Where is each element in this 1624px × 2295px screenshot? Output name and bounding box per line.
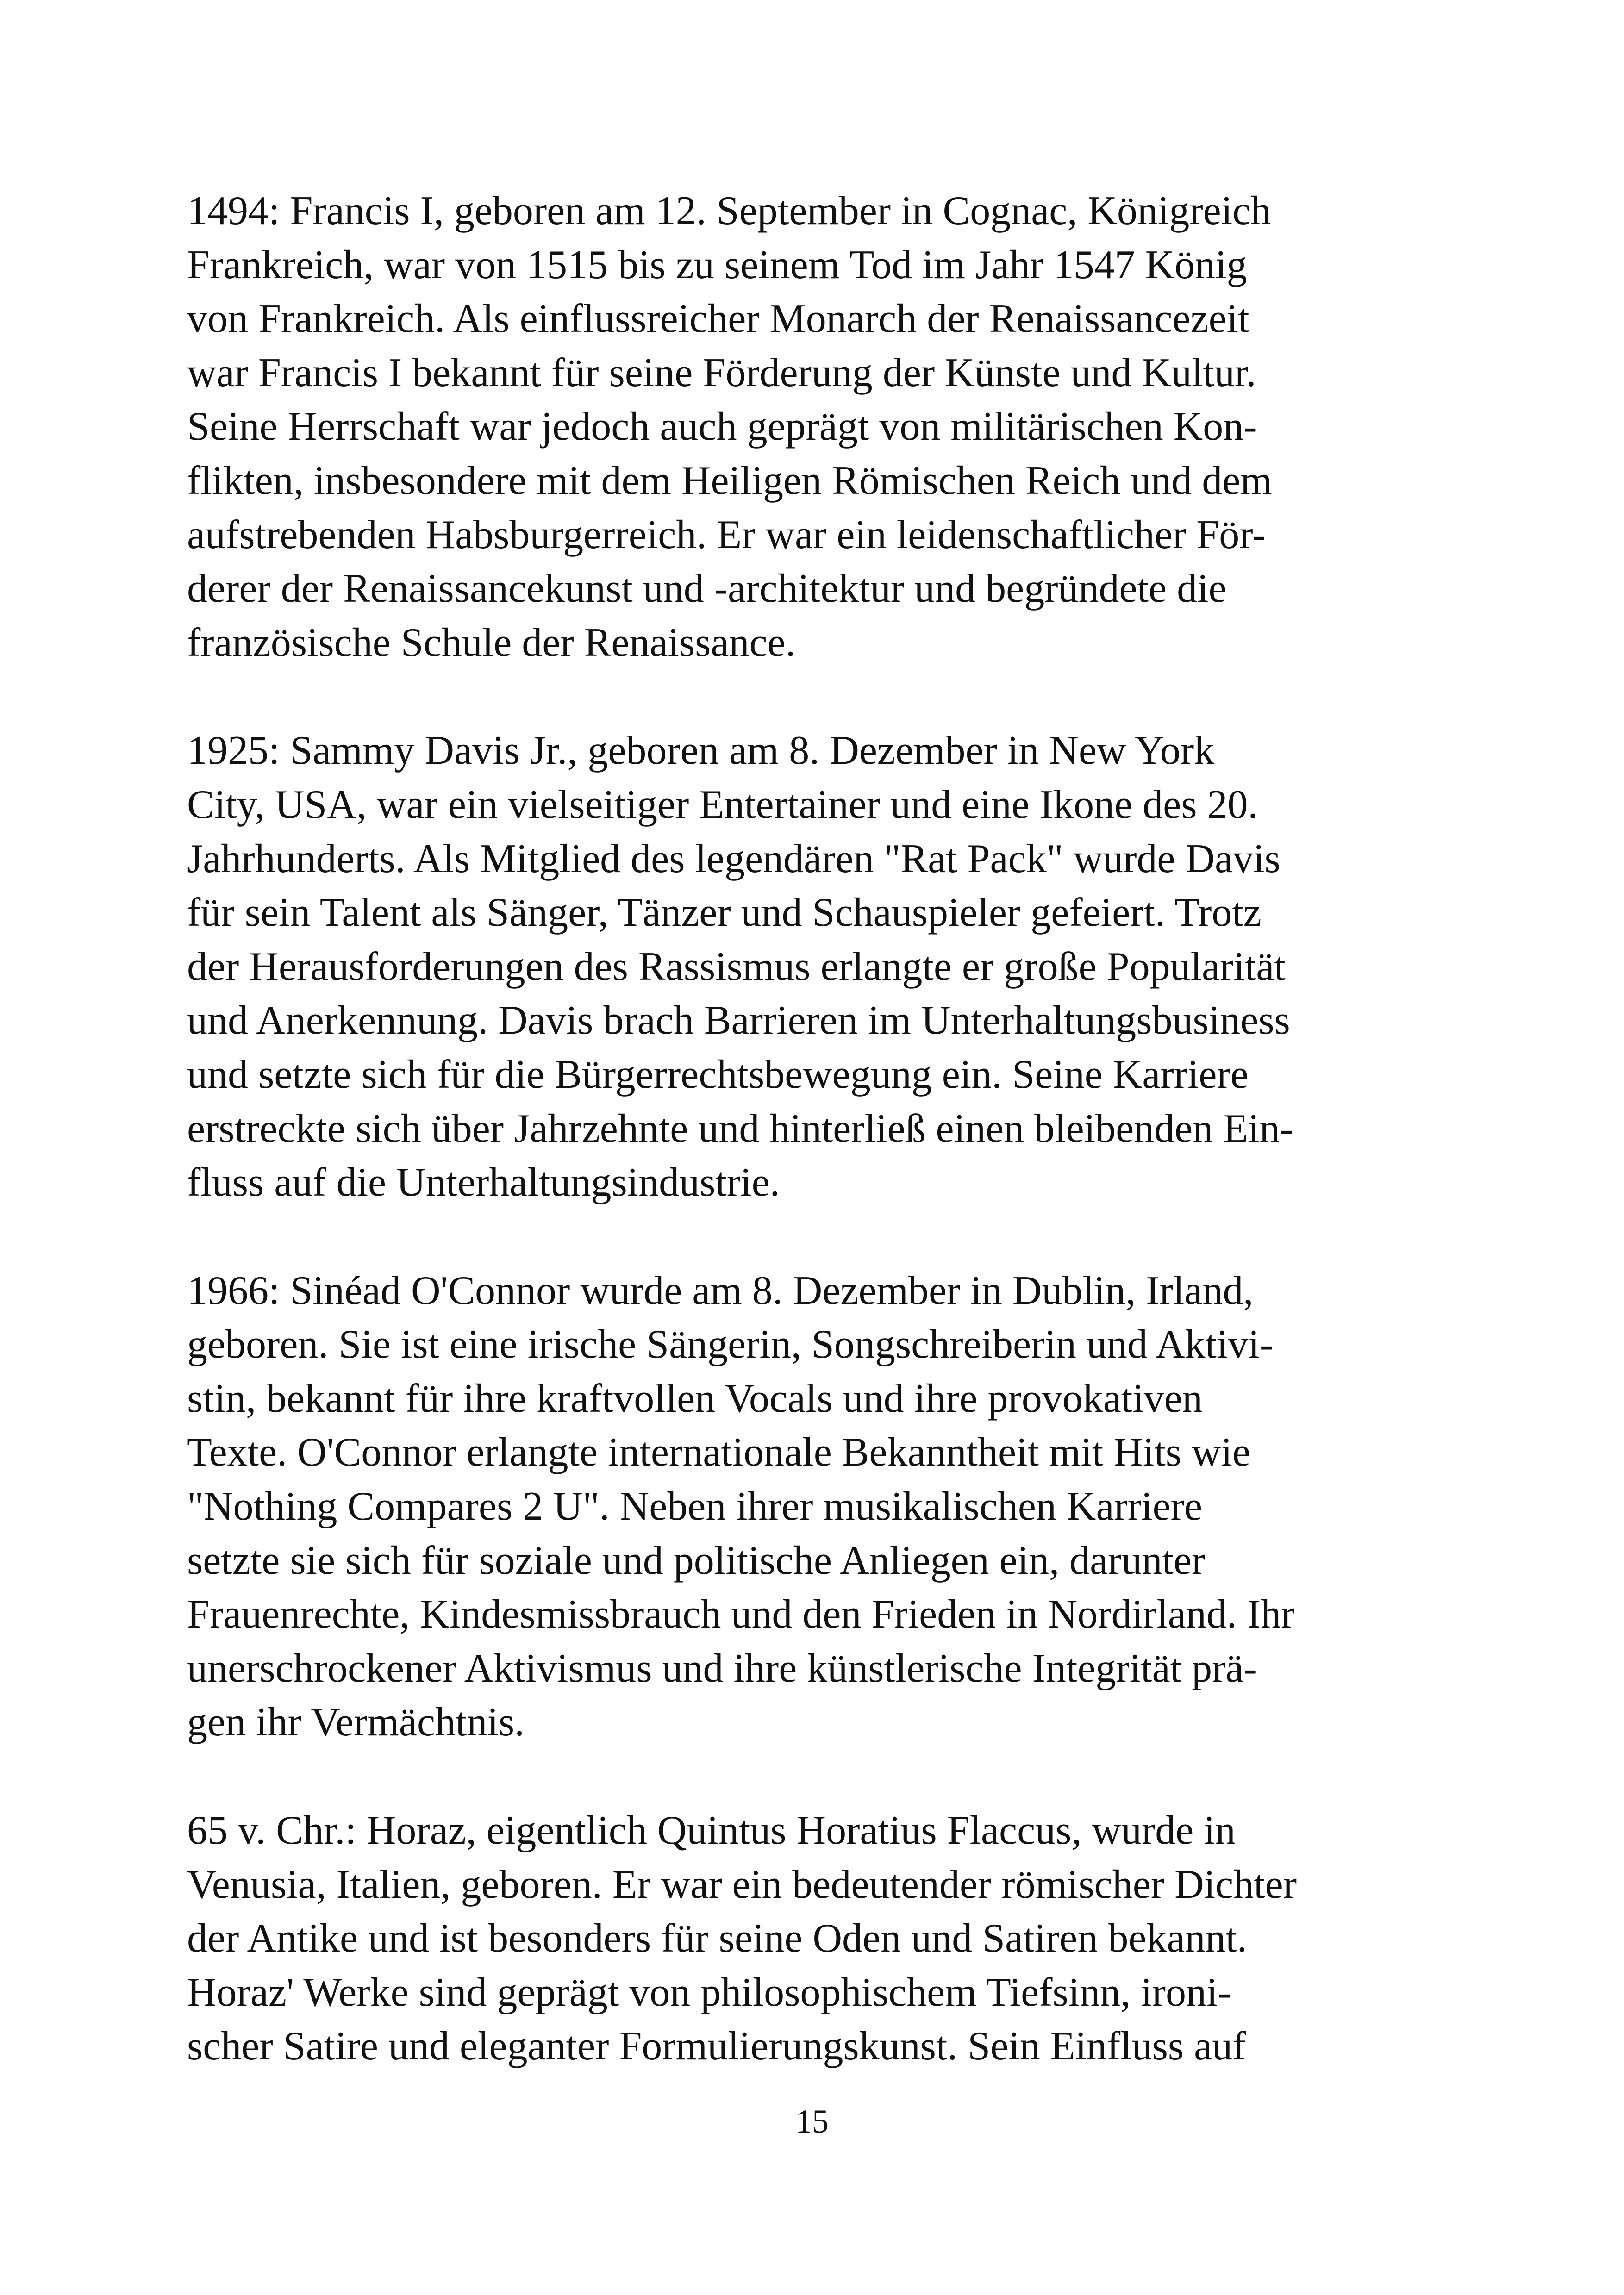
text-line: Horaz' Werke sind geprägt von philosophischem Tiefsinn, ironi- — [187, 1970, 1231, 2015]
text-line: unerschrockener Aktivismus und ihre künstlerische Integrität prä- — [187, 1646, 1257, 1691]
paragraph-sammy-davis-jr — [187, 724, 1437, 1210]
text-line: 1925: Sammy Davis Jr., geboren am 8. Dezember in New York — [187, 728, 1215, 773]
text-line: Jahrhunderts. Als Mitglied des legendären "Rat Pack" wurde Davis — [187, 836, 1280, 881]
paragraph-horaz — [187, 1804, 1437, 2074]
text-line: und Anerkennung. Davis brach Barrieren im Unterhaltungsbusiness — [187, 998, 1290, 1043]
text-line: 1966: Sinéad O'Connor wurde am 8. Dezember in Dublin, Irland, — [187, 1268, 1254, 1313]
paragraph-sinead-oconnor — [187, 1264, 1437, 1750]
text-line: Venusia, Italien, geboren. Er war ein bedeutender römischer Dichter — [187, 1862, 1297, 1907]
text-line: der Herausforderungen des Rassismus erlangte er große Popularität — [187, 944, 1286, 989]
text-line: Frankreich, war von 1515 bis zu seinem Tod im Jahr 1547 König — [187, 242, 1247, 287]
text-line: fluss auf die Unterhaltungsindustrie. — [187, 1160, 780, 1205]
text-line: derer der Renaissancekunst und -architektur und begründete die — [187, 566, 1227, 611]
text-line: City, USA, war ein vielseitiger Entertainer und eine Ikone des 20. — [187, 782, 1258, 827]
text-line: von Frankreich. Als einflussreicher Monarch der Renaissancezeit — [187, 296, 1249, 342]
page-number: 15 — [795, 2103, 829, 2140]
text-line: flikten, insbesondere mit dem Heiligen Römischen Reich und dem — [187, 458, 1272, 503]
text-line: französische Schule der Renaissance. — [187, 620, 796, 665]
text-line: Seine Herrschaft war jedoch auch geprägt von militärischen Kon- — [187, 404, 1257, 449]
text-line: war Francis I bekannt für seine Förderung der Künste und Kultur. — [187, 350, 1256, 395]
text-line: setzte sie sich für soziale und politische Anliegen ein, darunter — [187, 1538, 1206, 1583]
text-line: "Nothing Compares 2 U". Neben ihrer musikalischen Karriere — [187, 1484, 1202, 1529]
text-line: gen ihr Vermächtnis. — [187, 1700, 525, 1745]
text-line: der Antike und ist besonders für seine Oden und Satiren bekannt. — [187, 1916, 1247, 1961]
body-text — [187, 184, 1437, 2128]
paragraph-francis-i — [187, 184, 1437, 670]
text-line: aufstrebenden Habsburgerreich. Er war ein leidenschaftlicher För- — [187, 512, 1266, 557]
text-line: stin, bekannt für ihre kraftvollen Vocals und ihre provokativen — [187, 1376, 1203, 1421]
text-line: und setzte sich für die Bürgerrechtsbewegung ein. Seine Karriere — [187, 1052, 1249, 1097]
text-line: Texte. O'Connor erlangte internationale Bekanntheit mit Hits wie — [187, 1430, 1251, 1475]
text-line: Frauenrechte, Kindesmissbrauch und den Frieden in Nordirland. Ihr — [187, 1592, 1295, 1637]
text-line: 65 v. Chr.: Horaz, eigentlich Quintus Horatius Flaccus, wurde in — [187, 1808, 1236, 1853]
text-line: erstreckte sich über Jahrzehnte und hinterließ einen bleibenden Ein- — [187, 1106, 1293, 1151]
text-line: scher Satire und eleganter Formulierungskunst. Sein Einfluss auf — [187, 2024, 1246, 2069]
text-line: 1494: Francis I, geboren am 12. September in Cognac, Königreich — [187, 188, 1271, 233]
text-line: für sein Talent als Sänger, Tänzer und Schauspieler gefeiert. Trotz — [187, 890, 1262, 935]
text-line: geboren. Sie ist eine irische Sängerin, Songschreiberin und Aktivi- — [187, 1322, 1274, 1367]
